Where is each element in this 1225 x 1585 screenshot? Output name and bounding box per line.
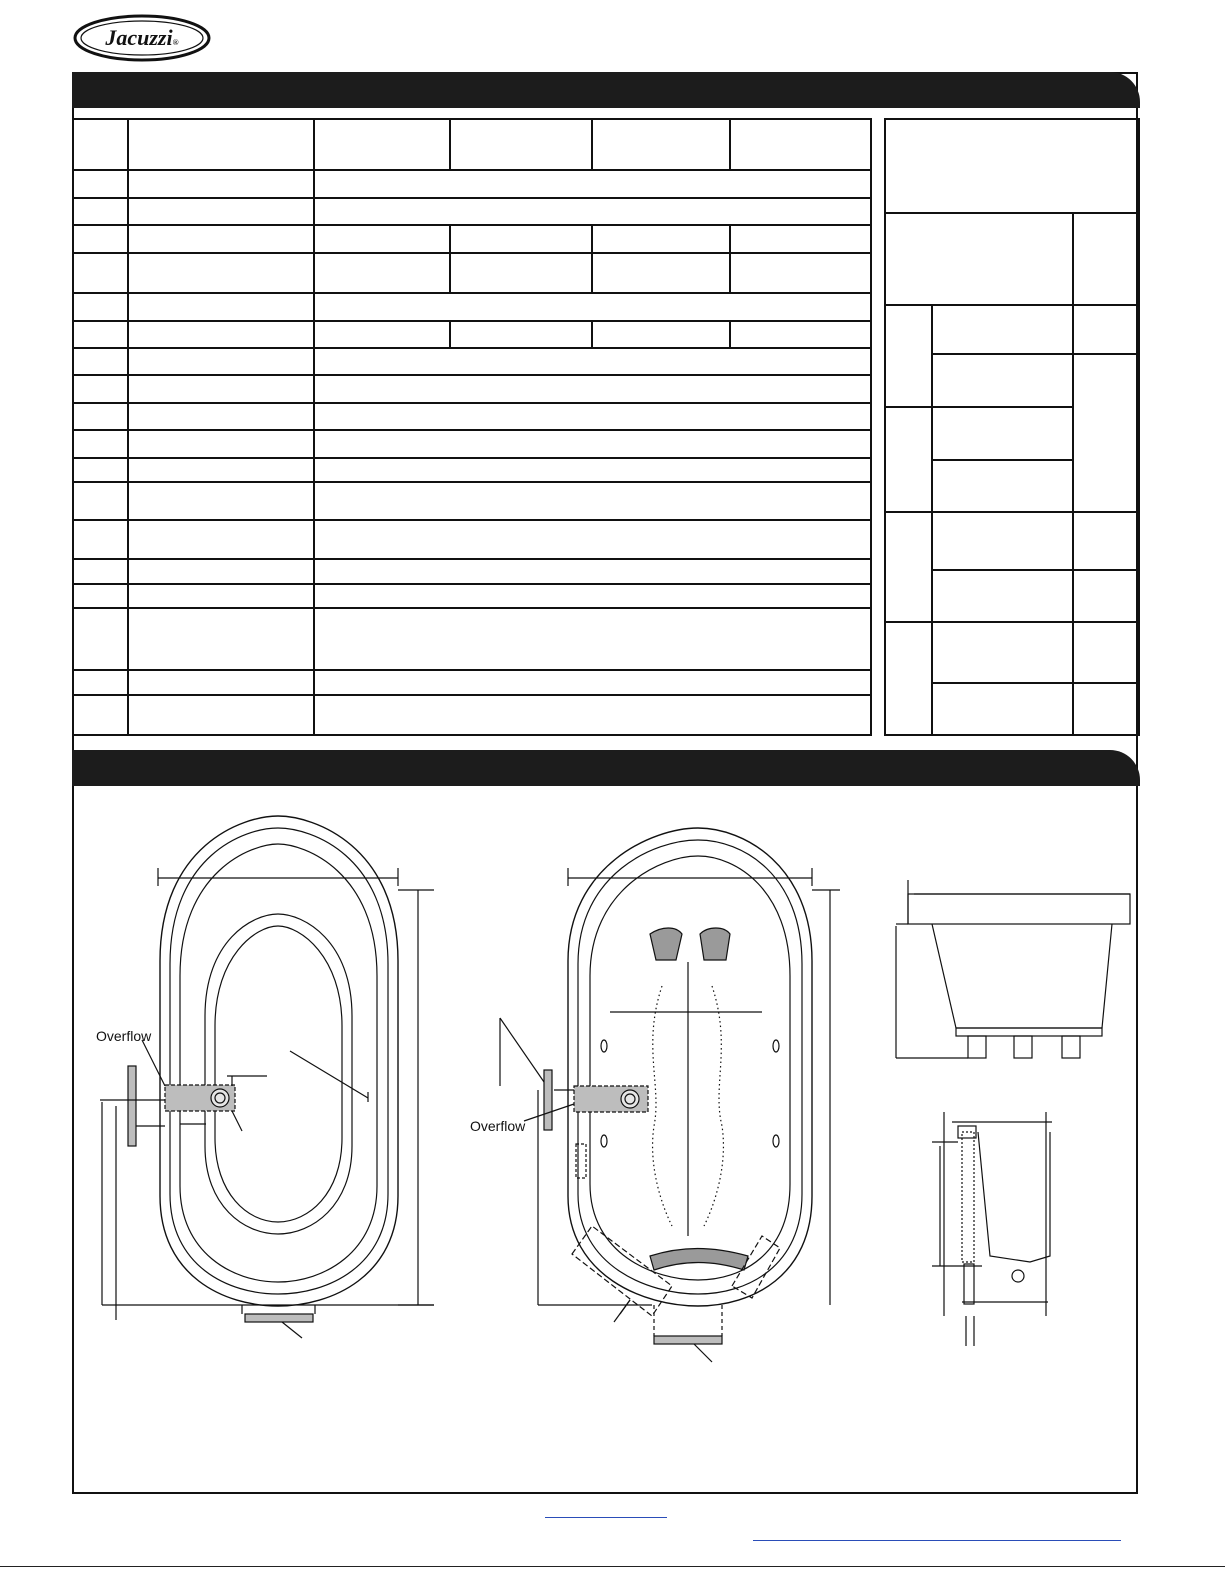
spec-table-outline — [73, 119, 871, 735]
section-header-band-specifications — [72, 72, 1140, 108]
footer-rule — [0, 1566, 1225, 1567]
tub-side-elevation — [896, 880, 1130, 1058]
tub-top-view-middle — [500, 828, 840, 1362]
section-header-band-drawings — [72, 750, 1140, 786]
side-table-outline — [885, 119, 1139, 735]
plumbing-detail — [932, 1112, 1052, 1346]
overflow-label-middle: Overflow — [470, 1118, 526, 1134]
footer-link-underline-1[interactable] — [545, 1517, 667, 1518]
footer-link-underline-2[interactable] — [753, 1540, 1121, 1541]
specification-table — [72, 118, 1140, 743]
tub-top-view-left — [100, 816, 434, 1338]
overflow-label-left: Overflow — [96, 1028, 152, 1044]
jacuzzi-logo — [73, 14, 211, 62]
technical-drawings — [72, 786, 1138, 1406]
logo-wordmark: Jacuzzi® — [105, 25, 179, 50]
